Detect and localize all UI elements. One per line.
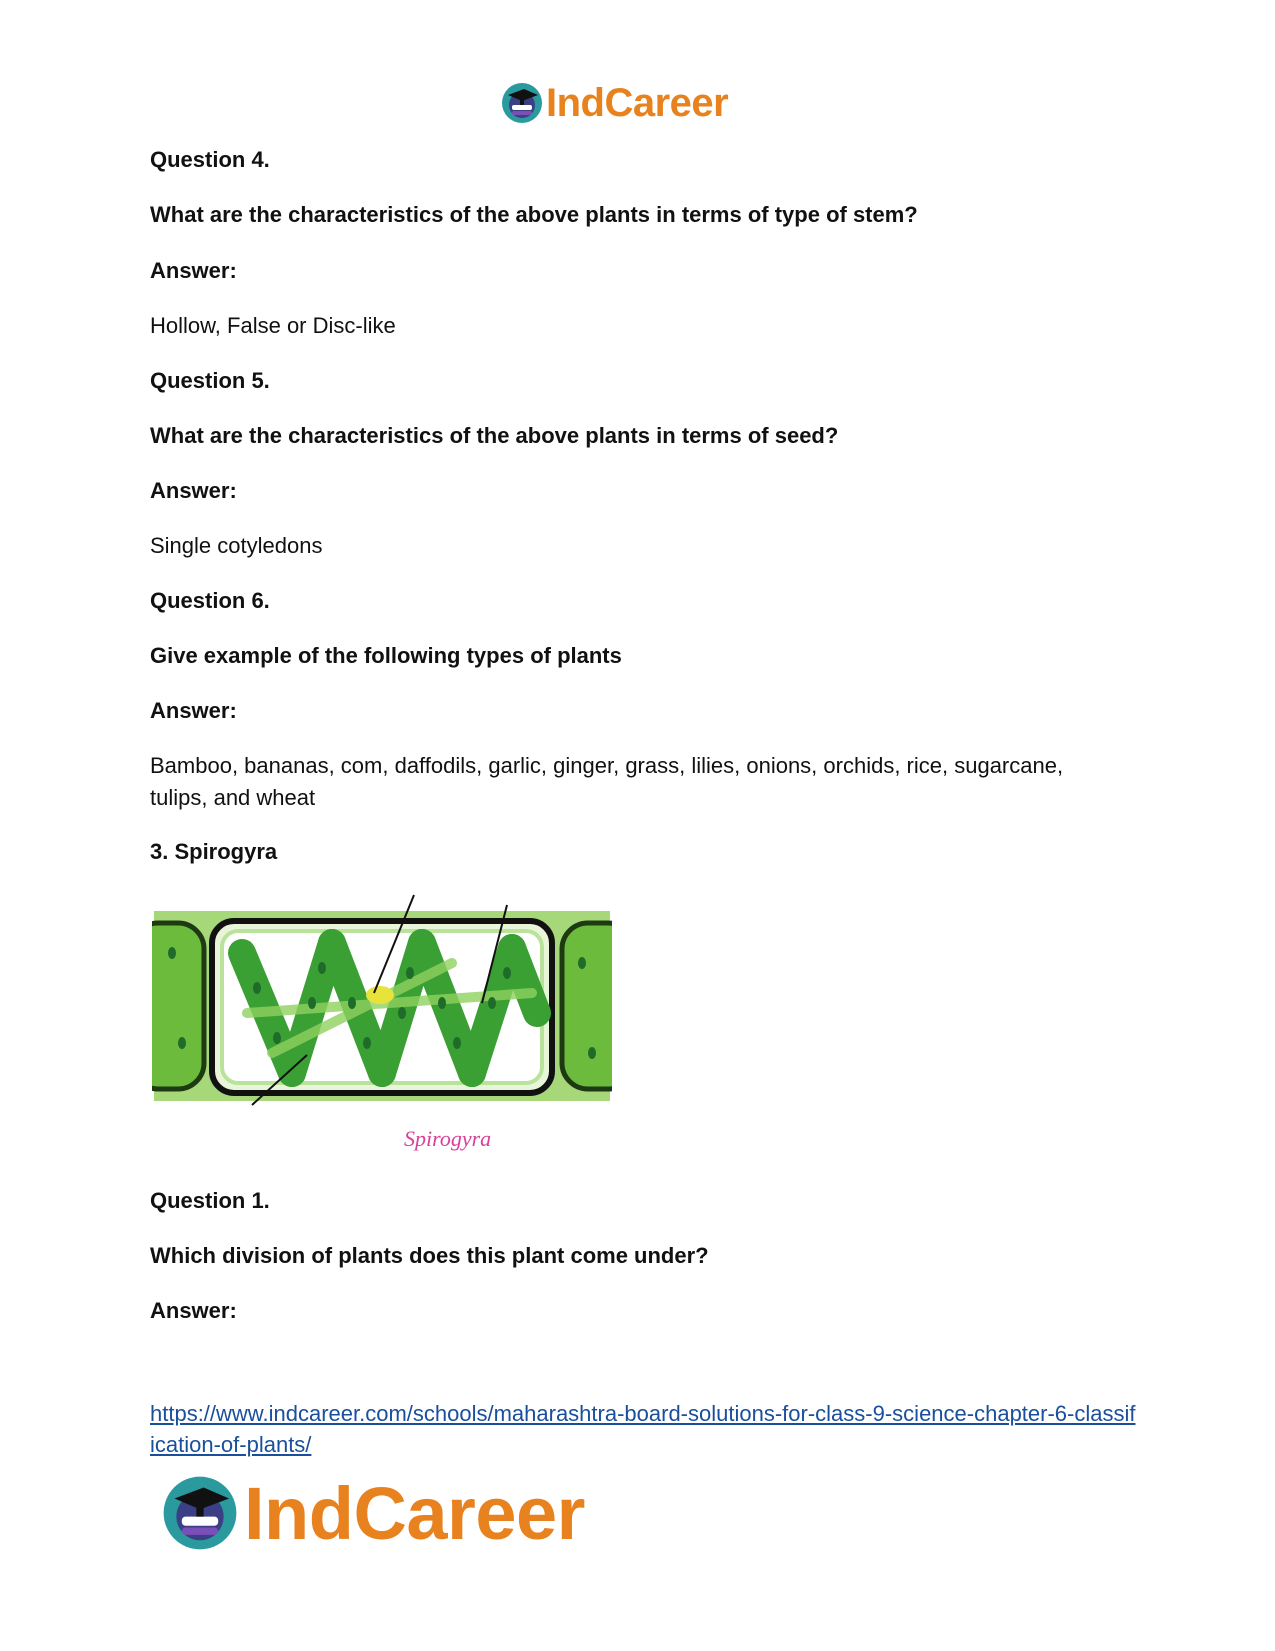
question-4-answer-label: Answer: [150,258,237,283]
question-6-answer: Bamboo, bananas, com, daffodils, garlic, ginger, grass, lilies, onions, orchids, rice, sugarcane, tulips, and wheat [150,753,1064,810]
question-1-number: Question 1. [150,1188,270,1213]
question-6-text: Give example of the following types of plants [150,643,622,668]
question-5-number: Question 5. [150,368,270,393]
question-5-answer-label: Answer: [150,478,237,503]
spirogyra-diagram [152,893,612,1123]
question-4-text: What are the characteristics of the above plants in terms of type of stem? [150,202,918,227]
question-1-answer-label: Answer: [150,1298,237,1323]
section-heading: 3. Spirogyra [150,839,278,864]
header-logo [500,78,728,128]
source-link[interactable]: https://www.indcareer.com/schools/maharashtra-board-solutions-for-class-9-science-chapter-6-classification-of-plants/ [150,1401,1136,1457]
question-4-number: Question 4. [150,147,270,172]
header-logo-text: IndCareer [546,80,729,125]
graduation-cap-icon [160,1473,240,1553]
question-5-text: What are the characteristics of the above plants in terms of seed? [150,423,839,448]
question-1-text: Which division of plants does this plant come under? [150,1243,709,1268]
question-6-answer-label: Answer: [150,698,237,723]
question-4-answer: Hollow, False or Disc-like [150,313,396,338]
question-6-number: Question 6. [150,588,270,613]
footer-logo [160,1468,585,1558]
footer-logo-text: IndCareer [244,1471,585,1555]
figure-caption: Spirogyra [404,1126,492,1151]
spirogyra-figure [152,893,612,1163]
graduation-cap-icon [500,81,544,125]
question-5-answer: Single cotyledons [150,533,323,558]
